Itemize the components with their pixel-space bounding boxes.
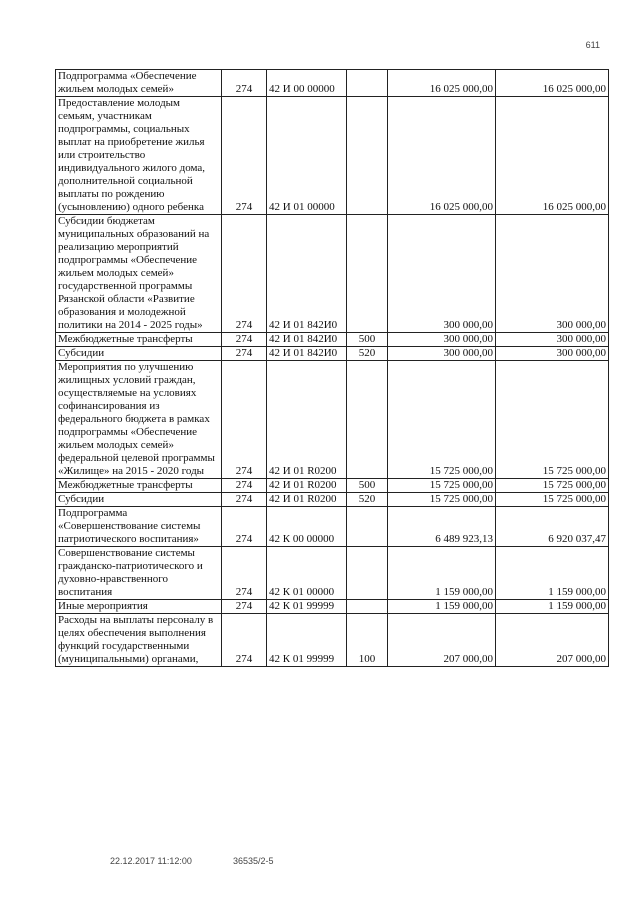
row-target-cell: 42 И 01 R0200: [267, 493, 347, 507]
table-row: [56, 493, 609, 507]
row-target-cell: 42 К 00 00000: [267, 507, 347, 547]
row-type-cell: [347, 70, 388, 97]
row-code-cell: 274: [222, 347, 267, 361]
row-amount-2019-cell: 300 000,00: [496, 333, 609, 347]
row-type-cell: 520: [347, 493, 388, 507]
row-amount-2018-cell: 300 000,00: [388, 347, 496, 361]
row-type-cell: 500: [347, 333, 388, 347]
row-target-cell: 42 И 01 842И0: [267, 347, 347, 361]
row-name-cell: Предоставление молодым семьям, участникам подпрограммы, социальных выплат на приобретение жилья или строительство индивидуального жилого дома, дополнительной социальной выплаты по рождению (усыновлению) одного ребенка: [56, 97, 222, 215]
footer-document-id: 36535/2-5: [233, 856, 274, 866]
row-amount-2018-cell: 1 159 000,00: [388, 547, 496, 600]
row-code-cell: 274: [222, 70, 267, 97]
row-type-cell: 520: [347, 347, 388, 361]
row-type-cell: [347, 547, 388, 600]
row-target-cell: 42 И 01 842И0: [267, 215, 347, 333]
row-amount-2018-cell: 300 000,00: [388, 333, 496, 347]
table-row: [56, 479, 609, 493]
row-code-cell: 274: [222, 600, 267, 614]
table-row: [56, 600, 609, 614]
row-type-cell: [347, 600, 388, 614]
row-amount-2019-cell: 6 920 037,47: [496, 507, 609, 547]
row-type-cell: [347, 97, 388, 215]
table-row: [56, 507, 609, 547]
table-row: [56, 347, 609, 361]
table-row: [56, 333, 609, 347]
footer-timestamp: 22.12.2017 11:12:00: [110, 856, 192, 866]
row-target-cell: 42 И 00 00000: [267, 70, 347, 97]
row-amount-2019-cell: 15 725 000,00: [496, 479, 609, 493]
row-target-cell: 42 К 01 99999: [267, 614, 347, 667]
row-type-cell: [347, 507, 388, 547]
row-target-cell: 42 И 01 842И0: [267, 333, 347, 347]
row-code-cell: 274: [222, 614, 267, 667]
budget-table: [55, 69, 609, 667]
row-amount-2018-cell: 16 025 000,00: [388, 70, 496, 97]
row-target-cell: 42 К 01 99999: [267, 600, 347, 614]
row-target-cell: 42 И 01 00000: [267, 97, 347, 215]
row-amount-2019-cell: 15 725 000,00: [496, 361, 609, 479]
row-type-cell: [347, 361, 388, 479]
row-amount-2019-cell: 300 000,00: [496, 347, 609, 361]
row-type-cell: [347, 215, 388, 333]
row-code-cell: 274: [222, 507, 267, 547]
row-name-cell: Мероприятия по улучшению жилищных условий граждан, осуществляемые на условиях софинансирования из федерального бюджета в рамках подпрограммы «Обеспечение жильем молодых семей» федеральной целевой программы «Жилище» на 2015 - 2020 годы: [56, 361, 222, 479]
row-amount-2019-cell: 300 000,00: [496, 215, 609, 333]
row-code-cell: 274: [222, 479, 267, 493]
table-row: [56, 361, 609, 479]
table-row: [56, 614, 609, 667]
row-amount-2018-cell: 1 159 000,00: [388, 600, 496, 614]
row-name-cell: Расходы на выплаты персоналу в целях обеспечения выполнения функций государственными (муниципальными) органами,: [56, 614, 222, 667]
row-name-cell: Субсидии: [56, 493, 222, 507]
row-name-cell: Иные мероприятия: [56, 600, 222, 614]
row-name-cell: Подпрограмма «Совершенствование системы патриотического воспитания»: [56, 507, 222, 547]
row-type-cell: 500: [347, 479, 388, 493]
row-target-cell: 42 И 01 R0200: [267, 479, 347, 493]
row-code-cell: 274: [222, 361, 267, 479]
table-row: [56, 70, 609, 97]
row-amount-2018-cell: 15 725 000,00: [388, 493, 496, 507]
row-amount-2019-cell: 207 000,00: [496, 614, 609, 667]
row-name-cell: Субсидии: [56, 347, 222, 361]
row-amount-2019-cell: 15 725 000,00: [496, 493, 609, 507]
row-name-cell: Межбюджетные трансферты: [56, 479, 222, 493]
page-number: 611: [585, 40, 600, 50]
row-amount-2019-cell: 1 159 000,00: [496, 547, 609, 600]
row-target-cell: 42 К 01 00000: [267, 547, 347, 600]
row-amount-2018-cell: 15 725 000,00: [388, 361, 496, 479]
row-target-cell: 42 И 01 R0200: [267, 361, 347, 479]
row-amount-2018-cell: 15 725 000,00: [388, 479, 496, 493]
row-type-cell: 100: [347, 614, 388, 667]
row-name-cell: Совершенствование системы гражданско-патриотического и духовно-нравственного воспитания: [56, 547, 222, 600]
row-amount-2019-cell: 16 025 000,00: [496, 97, 609, 215]
row-amount-2018-cell: 6 489 923,13: [388, 507, 496, 547]
table-row: [56, 97, 609, 215]
row-amount-2018-cell: 207 000,00: [388, 614, 496, 667]
row-code-cell: 274: [222, 333, 267, 347]
row-amount-2018-cell: 16 025 000,00: [388, 97, 496, 215]
row-name-cell: Субсидии бюджетам муниципальных образований на реализацию мероприятий подпрограммы «Обеспечение жильем молодых семей» государственной программы Рязанской области «Развитие образования и молодежной политики на 2014 - 2025 годы»: [56, 215, 222, 333]
row-code-cell: 274: [222, 493, 267, 507]
row-amount-2018-cell: 300 000,00: [388, 215, 496, 333]
row-amount-2019-cell: 16 025 000,00: [496, 70, 609, 97]
budget-table-body: [56, 70, 609, 667]
row-code-cell: 274: [222, 215, 267, 333]
table-row: [56, 215, 609, 333]
row-name-cell: Межбюджетные трансферты: [56, 333, 222, 347]
row-code-cell: 274: [222, 97, 267, 215]
table-row: [56, 547, 609, 600]
row-code-cell: 274: [222, 547, 267, 600]
row-amount-2019-cell: 1 159 000,00: [496, 600, 609, 614]
row-name-cell: Подпрограмма «Обеспечение жильем молодых семей»: [56, 70, 222, 97]
